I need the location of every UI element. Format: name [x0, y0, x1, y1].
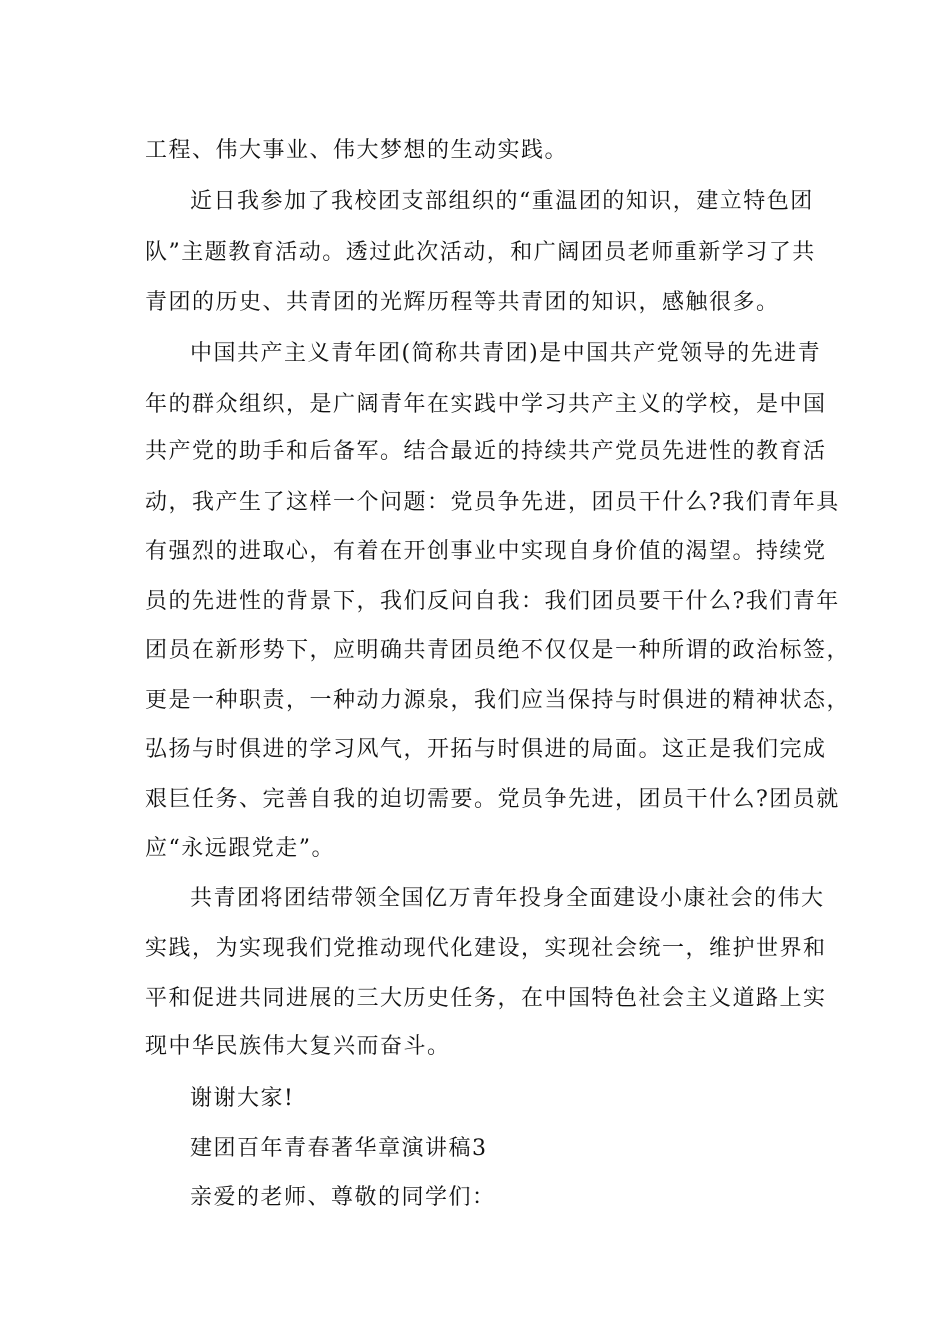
text-line: 工程、伟大事业、伟大梦想的生动实践。 [145, 138, 569, 163]
text-line: 平和促进共同进展的三大历史任务，在中国特色社会主义道路上实 [145, 986, 827, 1011]
text-line: 员的先进性的背景下，我们反问自我：我们团员要干什么?我们青年 [145, 589, 840, 614]
text-line: 现中华民族伟大复兴而奋斗。 [145, 1034, 451, 1059]
text-line: 有强烈的进取心，有着在开创事业中实现自身价值的渴望。持续党 [145, 539, 827, 564]
text-line: 青团的历史、共青团的光辉历程等共青团的知识，感触很多。 [145, 290, 780, 315]
text-line: 队”主题教育活动。透过此次活动，和广阔团员老师重新学习了共 [145, 240, 816, 265]
text-line: 谢谢大家! [190, 1086, 295, 1111]
text-line: 艰巨任务、完善自我的迫切需要。党员争先进，团员干什么?团员就 [145, 787, 840, 812]
text-line: 应“永远跟党走”。 [145, 836, 335, 861]
text-line: 年的群众组织，是广阔青年在实践中学习共产主义的学校，是中国 [145, 392, 827, 417]
text-line: 亲爱的老师、尊敬的同学们： [190, 1185, 496, 1210]
text-line: 团员在新形势下，应明确共青团员绝不仅仅是一种所谓的政治标签， [145, 638, 851, 663]
text-line: 共青团将团结带领全国亿万青年投身全面建设小康社会的伟大 [190, 886, 825, 911]
text-line: 建团百年青春著华章演讲稿3 [190, 1136, 488, 1161]
text-line: 更是一种职责，一种动力源泉，我们应当保持与时俱进的精神状态， [145, 688, 851, 713]
text-line: 共产党的助手和后备军。结合最近的持续共产党员先进性的教育活 [145, 439, 827, 464]
text-line: 近日我参加了我校团支部组织的“重温团的知识，建立特色团 [190, 189, 814, 214]
text-line: 弘扬与时俱进的学习风气，开拓与时俱进的局面。这正是我们完成 [145, 737, 827, 762]
text-line: 中国共产主义青年团(简称共青团)是中国共产党领导的先进青 [190, 341, 822, 366]
text-line: 动，我产生了这样一个问题：党员争先进，团员干什么?我们青年具 [145, 490, 840, 515]
text-line: 实践，为实现我们党推动现代化建设，实现社会统一，维护世界和 [145, 936, 827, 961]
